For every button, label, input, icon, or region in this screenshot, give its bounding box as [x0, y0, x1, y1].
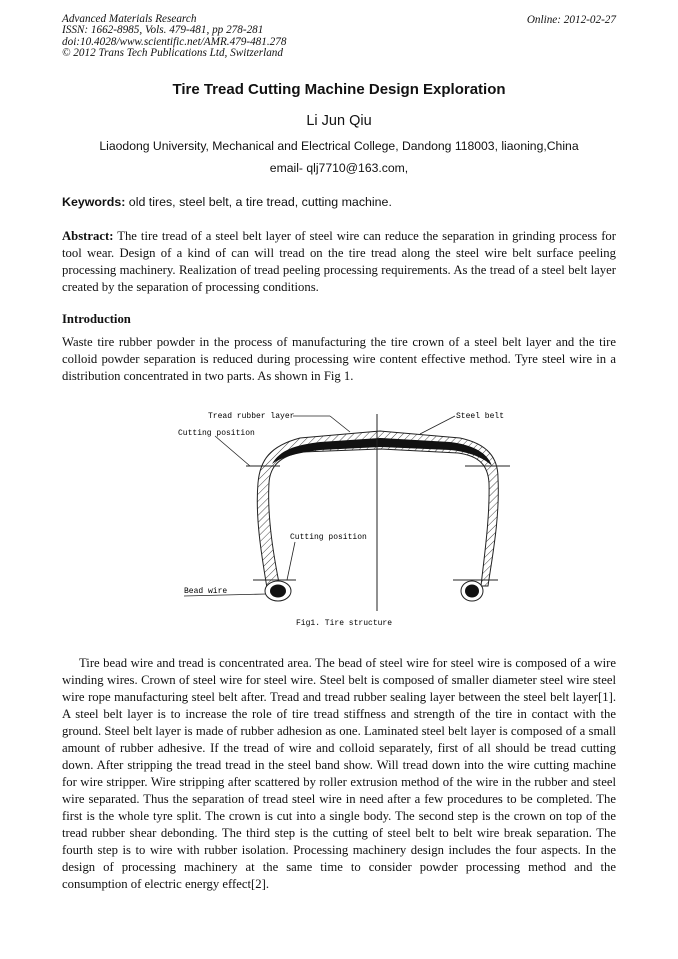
- copyright-line: © 2012 Trans Tech Publications Ltd, Switzerland: [62, 47, 283, 60]
- introduction-paragraph: Waste tire rubber powder in the process of manufacturing the tire crown of a steel belt layer and the tire colloid powder separation is reduced during processing wire content effective method. Tyre steel wire in a distribution concentrated in two parts. As shown in Fig 1.: [62, 335, 616, 383]
- tire-structure-figure: [170, 398, 520, 638]
- doi-line: doi:10.4028/www.scientific.net/AMR.479-481.278: [62, 35, 287, 48]
- journal-name: Advanced Materials Research: [62, 13, 197, 25]
- label-cutting-position-bottom: Cutting position: [290, 533, 367, 542]
- body-paragraph: Tire bead wire and tread is concentrated area. The bead of steel wire for steel wire is composed of a wire winding wires. Crown of steel wire for steel wire. Steel belt is composed of smaller diameter steel wire steel wire rope manufacturing steel belt after. Tread and tread rubber sealing layer between the steel belt layer[1]. A steel belt layer is to increase the role of tire tread stiffness and strength of the tire in contact with the ground. Steel belt layer is made of rubber adhesion as one. Laminated steel belt layer is composed of a small amount of rubber adhesive. If the tread of wire and colloid separately, first of all should be tread cutting down. After stripping the tread tread in the steel band show. Will tread down into the wire cutting machine for wire stripper. Wire stripping after scattered by roller extrusion method of the wire in the rubber and steel wire separated. Thus the separation of tread steel wire in need after a few procedures to be completed. The first is the whole tyre split. The crown is cut into a single body. The second step is the crown on top of the tread rubber shear debonding. The third step is the cutting of steel belt to belt wire break separation. The fourth step is to wire with rubber isolation. Processing machinery design includes the four aspects. In the design of processing machinery at the same time to consider powder processing method and the consumption of electric energy effect[2].: [62, 656, 616, 891]
- label-tread-rubber-layer: Tread rubber layer: [208, 412, 295, 421]
- label-cutting-position-top: Cutting position: [178, 429, 255, 438]
- keywords-text: old tires, steel belt, a tire tread, cutting machine.: [125, 195, 392, 209]
- abstract-label: Abstract:: [62, 229, 114, 243]
- keywords: [62, 195, 617, 209]
- section-heading-introduction: Introduction: [62, 312, 131, 326]
- label-steel-belt: Steel belt: [456, 412, 505, 421]
- keywords-label: Keywords:: [62, 195, 126, 209]
- author-email: email- qlj7710@163.com,: [269, 161, 409, 175]
- author-name: Li Jun Qiu: [306, 113, 372, 129]
- figure-caption: Fig1. Tire structure: [296, 619, 393, 628]
- paper-title: Tire Tread Cutting Machine Design Exploration: [172, 81, 506, 98]
- abstract-text: The tire tread of a steel belt layer of steel wire can reduce the separation in grinding process for tool wear. Design of a kind of can will tread on the tire tread along the steel wire belt surface peeling processing machinery. Realization of tread peeling processing requirements. As the tread of a steel belt layer created by the separation of processing conditions.: [62, 229, 616, 294]
- journal-header: [62, 14, 286, 60]
- abstract: [62, 228, 616, 296]
- author-affiliation: Liaodong University, Mechanical and Electrical College, Dandong 118003, liaoning,China: [99, 139, 579, 153]
- label-bead-wire: Bead wire: [184, 587, 228, 596]
- tire-diagram: [170, 398, 520, 638]
- online-date: Online: 2012-02-27: [526, 14, 616, 26]
- issn-line: ISSN: 1662-8985, Vols. 479-481, pp 278-281: [62, 24, 264, 37]
